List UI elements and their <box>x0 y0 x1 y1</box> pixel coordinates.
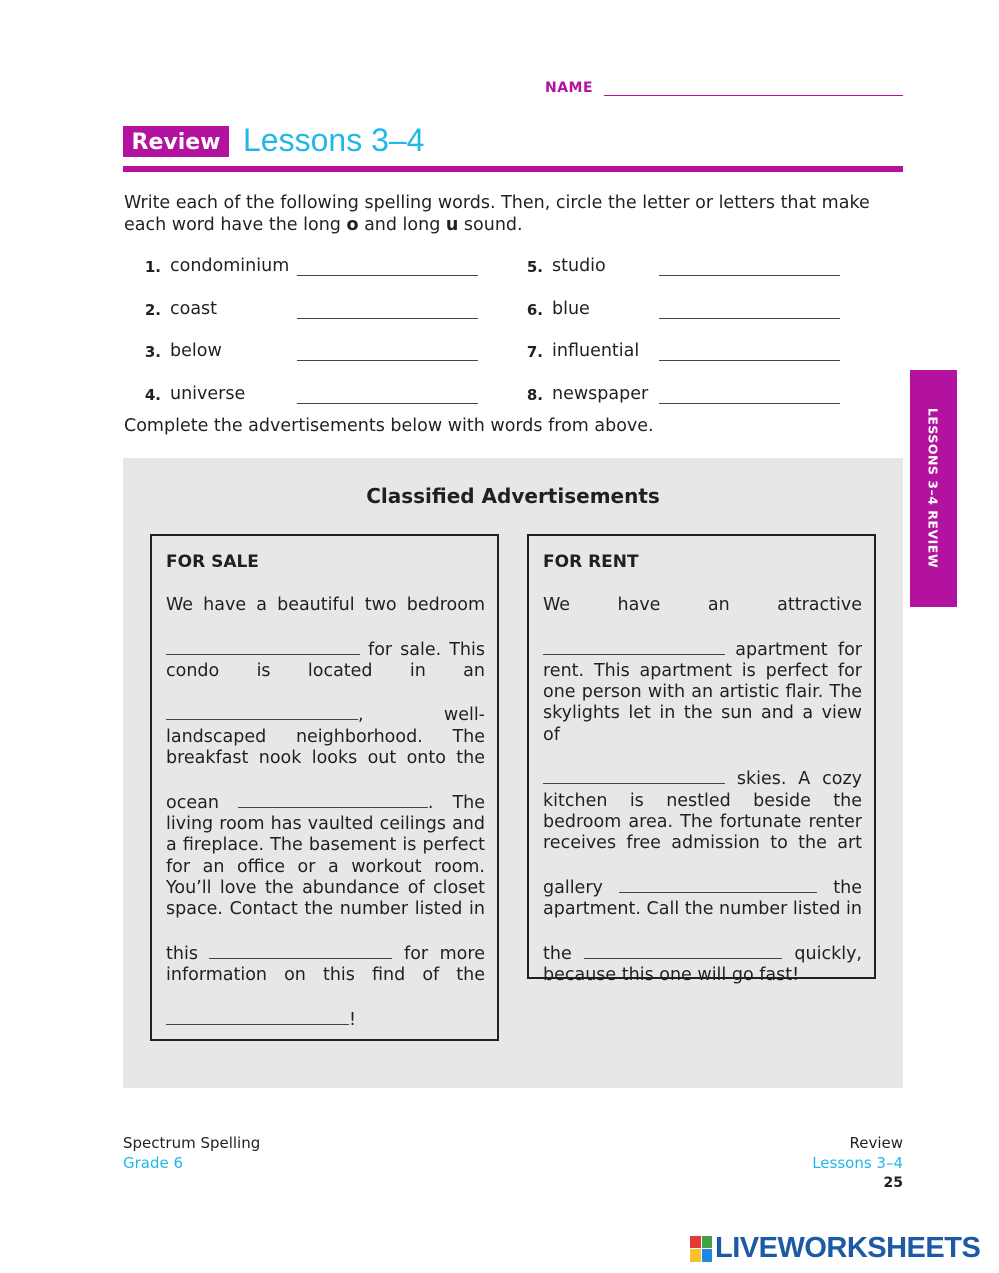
word-number: 2. <box>144 301 161 319</box>
page-title: Lessons 3–4 <box>243 122 425 158</box>
classified-title: Classified Advertisements <box>366 484 660 508</box>
for-sale-body: We have a beautiful two bedroom for sale. This condo is located in an , well- landscaped neighborhood. The breakfast nook looks out onto the ocean . The living room has vaulted ceilings and a fireplace. The basement is perfect for an office or a workout room. You’ll love the abundance of closet space. Contact the number listed in this for more information on this find of the ! <box>166 595 485 1030</box>
publisher-name: Spectrum Spelling <box>123 1134 261 1152</box>
word-answer-blank[interactable] <box>659 318 840 319</box>
word-answer-blank[interactable] <box>297 275 478 276</box>
review-tag: Review <box>123 126 229 157</box>
word-answer-blank[interactable] <box>297 318 478 319</box>
word-answer-blank[interactable] <box>659 360 840 361</box>
page-number: 25 <box>883 1175 903 1191</box>
ad-answer-blank[interactable] <box>166 1008 349 1025</box>
word-number: 7. <box>526 343 543 361</box>
word-number: 6. <box>526 301 543 319</box>
liveworksheets-logo-icon <box>690 1236 712 1262</box>
footer-left <box>123 1133 260 1173</box>
word-text: blue <box>552 299 590 319</box>
ad-answer-blank[interactable] <box>166 703 358 720</box>
ad-answer-blank[interactable] <box>209 942 392 959</box>
word-number: 5. <box>526 258 543 276</box>
complete-instruction: Complete the advertisements below with words from above. <box>124 416 654 436</box>
word-number: 3. <box>144 343 161 361</box>
liveworksheets-wordmark: LIVEWORKSHEETS <box>715 1232 981 1264</box>
for-rent-body: We have an attractive apartment for rent. This apartment is perfect for one person with an artistic flair. The skylights let in the sun and a view of skies. A cozy kitchen is nestled beside the bedroom area. The fortunate renter receives free admission to the art gallery the apartment. Call the number listed in the quickly, because this one will go fast! <box>543 595 862 986</box>
ad-answer-blank[interactable] <box>166 638 360 655</box>
ad-answer-blank[interactable] <box>238 791 428 808</box>
ad-answer-blank[interactable] <box>584 942 782 959</box>
section-label: Review <box>849 1134 903 1152</box>
word-number: 4. <box>144 386 161 404</box>
word-text: universe <box>170 384 246 404</box>
for-sale-ad <box>150 534 499 1041</box>
lessons-label: Lessons 3–4 <box>812 1154 903 1172</box>
word-answer-blank[interactable] <box>659 403 840 404</box>
word-text: below <box>170 341 222 361</box>
word-text: studio <box>552 256 606 276</box>
name-input-line[interactable] <box>604 95 903 96</box>
word-number: 1. <box>144 258 161 276</box>
title-divider <box>123 166 903 172</box>
for-rent-heading: FOR RENT <box>543 552 639 572</box>
word-answer-blank[interactable] <box>297 403 478 404</box>
ad-answer-blank[interactable] <box>543 638 725 655</box>
word-answer-blank[interactable] <box>659 275 840 276</box>
name-label: NAME <box>545 80 594 96</box>
word-text: coast <box>170 299 218 319</box>
grade-label: Grade 6 <box>123 1154 184 1172</box>
ad-answer-blank[interactable] <box>543 767 725 784</box>
word-number: 8. <box>526 386 543 404</box>
word-text: influential <box>552 341 640 361</box>
word-text: newspaper <box>552 384 649 404</box>
liveworksheets-logo <box>690 1232 980 1265</box>
word-text: condominium <box>170 256 290 276</box>
for-rent-ad <box>527 534 876 986</box>
word-answer-blank[interactable] <box>297 360 478 361</box>
footer-right <box>812 1133 903 1193</box>
side-tab-label: LESSONS 3–4 REVIEW <box>925 407 941 569</box>
instructions: Write each of the following spelling words. Then, circle the letter or letters that make each word have the long o and long u sound. <box>124 193 870 235</box>
ad-answer-blank[interactable] <box>619 876 817 893</box>
for-sale-heading: FOR SALE <box>166 552 259 572</box>
